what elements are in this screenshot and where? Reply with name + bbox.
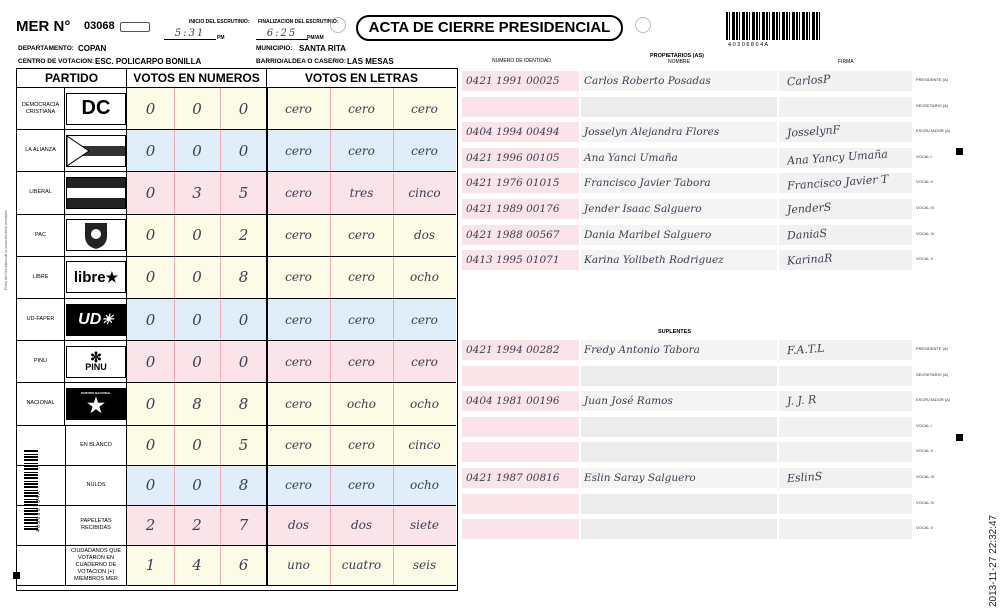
official-id: 0404 1994 00494 <box>466 126 560 139</box>
vote-digit: 0 <box>127 299 174 340</box>
vote-digit: 3 <box>174 172 220 213</box>
inicio-label: INICIO DEL ESCRUTINIO: <box>189 19 250 25</box>
vote-word: cero <box>393 341 456 382</box>
party-name: UD-FAPER <box>17 299 65 340</box>
vote-word: cero <box>330 299 393 340</box>
official-name: Francisco Javier Tabora <box>584 177 711 190</box>
dc-logo: DC <box>66 93 126 125</box>
vote-digit: 2 <box>174 506 220 545</box>
official-id: 0404 1981 00196 <box>466 395 560 408</box>
vote-word: cero <box>267 299 330 340</box>
total-row <box>17 546 456 586</box>
total-label: NULOS <box>66 466 127 505</box>
total-row <box>17 466 456 506</box>
vote-word: dos <box>393 215 456 256</box>
official-signature: EslinS <box>786 469 823 486</box>
col-firma: FIRMA <box>838 59 854 65</box>
official-name: Juan José Ramos <box>584 395 673 408</box>
vote-word: uno <box>267 546 330 585</box>
vote-word: siete <box>393 506 456 545</box>
vote-digit: 4 <box>174 546 220 585</box>
official-name: Carlos Roberto Posadas <box>584 75 711 87</box>
vote-word: cero <box>267 172 330 213</box>
vote-word: cero <box>393 130 456 171</box>
official-name: Ana Yanci Umaña <box>584 151 678 164</box>
party-name: PAC <box>17 215 65 256</box>
vote-digit: 7 <box>220 506 267 545</box>
vote-word: cinco <box>393 172 456 213</box>
total-label: EN BLANCO <box>66 426 127 465</box>
vote-digit: 0 <box>174 257 220 298</box>
party-name: NACIONAL <box>17 383 65 424</box>
official-row <box>462 391 912 411</box>
pac-shield-logo <box>66 219 126 251</box>
official-id: 0421 1988 00567 <box>466 228 560 241</box>
official-row <box>462 340 912 360</box>
vote-word: cero <box>267 341 330 382</box>
barrio-label: BARRIO/ALDEA O CASERIO: <box>256 58 347 65</box>
vote-digit: 0 <box>174 299 220 340</box>
official-row <box>462 148 912 168</box>
vote-digit: 8 <box>220 466 267 505</box>
barrio-value: LAS MESAS <box>347 57 394 66</box>
vote-digit: 0 <box>174 130 220 171</box>
vote-digit: 0 <box>174 466 220 505</box>
party-row <box>17 172 456 214</box>
vote-word: seis <box>393 546 456 585</box>
vote-digit: 5 <box>220 172 267 213</box>
centro-value: ESC. POLICARPO BONILLA <box>95 57 202 66</box>
vote-digit: 0 <box>174 426 220 465</box>
cne-logo <box>120 22 150 32</box>
col-propietarios: PROPIETARIOS (AS) <box>650 53 704 59</box>
nacional-logo: PARTIDO NACIONAL ★ <box>66 388 126 420</box>
official-name: Jender Isaac Salguero <box>584 203 702 215</box>
vote-digit: 8 <box>220 257 267 298</box>
vote-digit: 0 <box>174 215 220 256</box>
party-name: LIBERAL <box>17 172 65 213</box>
departamento-label: DEPARTAMENTO: <box>18 45 74 52</box>
vote-word: cero <box>267 426 330 465</box>
party-row <box>17 383 456 425</box>
vote-digit: 2 <box>127 506 174 545</box>
centro-label: CENTRO DE VOTACION: <box>18 58 95 65</box>
official-row <box>462 468 912 488</box>
vote-digit: 0 <box>220 341 267 382</box>
official-row <box>462 366 912 386</box>
vote-word: cero <box>330 426 393 465</box>
party-row <box>17 257 456 299</box>
role-label: VOCAL I <box>916 153 932 159</box>
document-title: ACTA DE CIERRE PRESIDENCIAL <box>356 15 623 41</box>
departamento-value: COPAN <box>78 44 107 53</box>
official-signature: DaniaS <box>786 226 828 242</box>
col-nombre: NOMBRE <box>668 59 690 65</box>
col-votos-numeros: VOTOS EN NUMEROS <box>127 69 267 88</box>
vote-digit: 0 <box>127 88 174 129</box>
official-signature: JosselynF <box>786 123 841 141</box>
vote-digit: 5 <box>220 426 267 465</box>
party-row <box>17 88 456 130</box>
vote-word: cero <box>267 130 330 171</box>
role-label: PRESIDENTE (A) <box>916 346 949 351</box>
top-barcode-text: 4 0 3 0 6 8 0 4 A <box>728 42 769 48</box>
vote-digit: 0 <box>127 466 174 505</box>
role-label: SECRETARIO (A) <box>916 371 949 377</box>
vote-digit: 0 <box>127 383 174 424</box>
official-name: Fredy Antonio Tabora <box>584 344 700 356</box>
vote-digit: 0 <box>174 341 220 382</box>
vote-word: cero <box>267 466 330 505</box>
official-row <box>462 173 912 193</box>
suplentes-label: SUPLENTES <box>658 329 692 335</box>
official-row <box>462 71 912 91</box>
vote-digit: 0 <box>127 426 174 465</box>
official-id: 0413 1995 01071 <box>466 254 560 267</box>
party-name: DEMOCRACIA CRISTIANA <box>17 88 65 129</box>
official-signature: J. J. R <box>786 393 817 409</box>
role-label: VOCAL II <box>916 179 933 185</box>
vote-word: cero <box>393 299 456 340</box>
official-row <box>462 199 912 219</box>
official-row <box>462 519 912 539</box>
official-signature: Francisco Javier T <box>786 172 889 193</box>
vote-digit: 0 <box>127 341 174 382</box>
vote-digit: 0 <box>220 299 267 340</box>
role-label: ESCRUTADOR (A) <box>916 128 951 134</box>
top-barcode <box>726 12 820 40</box>
official-signature: Ana Yancy Umaña <box>786 147 889 168</box>
votes-table <box>16 68 458 591</box>
side-barcode-text: 4 0 3 0 6 8 1 0 4 A <box>36 491 42 532</box>
pinu-logo: ✼ PINU <box>66 346 126 378</box>
vote-digit: 8 <box>220 383 267 424</box>
official-signature: JenderS <box>786 200 832 217</box>
official-signature: F.A.T.L <box>786 341 825 358</box>
total-label: CIUDADANOS QUE VOTARON EN CUADERNO DE VOTACION (+) MIEMBROS MER <box>66 546 127 585</box>
vote-word: cero <box>330 466 393 505</box>
vote-word: cero <box>330 130 393 171</box>
party-row <box>17 341 456 383</box>
official-row <box>462 442 912 462</box>
vote-digit: 2 <box>220 215 267 256</box>
official-row <box>462 250 912 270</box>
official-id: 0421 1994 00282 <box>466 344 560 356</box>
official-id: 0421 1996 00105 <box>466 151 560 164</box>
punch-circle-left <box>330 17 346 33</box>
municipio-value: SANTA RITA <box>299 44 346 53</box>
role-label: VOCAL II <box>916 448 933 454</box>
registration-mark-r1 <box>956 148 963 155</box>
role-label: ESCRUTADOR (A) <box>916 397 951 403</box>
vote-digit: 0 <box>174 88 220 129</box>
vote-digit: 0 <box>127 130 174 171</box>
role-label: VOCAL III <box>916 205 934 210</box>
alianza-flag-logo <box>66 135 126 167</box>
official-id: 0421 1987 00816 <box>466 472 560 484</box>
vote-word: ocho <box>393 466 456 505</box>
role-label: SECRETARIO (A) <box>916 102 949 108</box>
final-ampm: PM/AM <box>307 35 324 41</box>
vote-digit: 8 <box>174 383 220 424</box>
vote-word: ocho <box>330 383 393 424</box>
vote-word: dos <box>267 506 330 545</box>
party-row <box>17 130 456 172</box>
total-label: PAPELETAS RECIBIDAS <box>66 506 127 545</box>
role-label: PRESIDENTE (A) <box>916 77 949 82</box>
official-row <box>462 97 912 117</box>
party-row <box>17 299 456 341</box>
official-id: 0421 1989 00176 <box>466 203 560 215</box>
official-signature: CarlosP <box>786 72 831 89</box>
vote-digit: 0 <box>127 215 174 256</box>
official-row <box>462 122 912 142</box>
official-name: Dania Maribel Salguero <box>584 228 712 241</box>
registration-mark-bl <box>13 572 20 579</box>
role-label: VOCAL IV <box>916 499 935 505</box>
official-id: 0421 1991 00025 <box>466 75 560 87</box>
official-name: Karina Yolibeth Rodriguez <box>584 254 724 267</box>
total-row <box>17 506 456 546</box>
vote-digit: 6 <box>220 546 267 585</box>
role-label: VOCAL V <box>916 525 934 531</box>
official-name: Eslin Saray Salguero <box>584 472 696 484</box>
vote-digit: 0 <box>220 130 267 171</box>
vote-word: cero <box>330 257 393 298</box>
role-label: VOCAL V <box>916 256 934 262</box>
vote-word: cero <box>330 215 393 256</box>
punch-circle-right <box>635 17 651 33</box>
vote-word: cero <box>267 88 330 129</box>
vote-digit: 0 <box>127 257 174 298</box>
party-name: LA ALIANZA <box>17 130 65 171</box>
vote-word: cero <box>330 88 393 129</box>
libre-logo: libre ★ <box>66 261 126 293</box>
official-signature: KarinaR <box>786 251 833 268</box>
vote-word: ocho <box>393 257 456 298</box>
party-name: LIBRE <box>17 257 65 298</box>
side-note: Firma del Secretario de la mesa electoral receptora <box>4 210 8 290</box>
mer-label: MER N° <box>16 18 71 35</box>
ud-faper-logo: UD ☀ <box>66 304 126 336</box>
role-label: VOCAL III <box>916 474 934 479</box>
vote-word: cero <box>267 257 330 298</box>
scan-timestamp: 2013-11-27 22:32:47 <box>988 514 999 607</box>
vote-word: dos <box>330 506 393 545</box>
final-time: 6:25 <box>256 28 308 40</box>
inicio-ampm: PM <box>217 35 225 41</box>
official-row <box>462 417 912 437</box>
liberal-flag-logo <box>66 177 126 209</box>
col-identidad: NUMERO DE IDENTIDAD <box>492 58 551 64</box>
vote-digit: 0 <box>220 88 267 129</box>
vote-digit: 0 <box>127 172 174 213</box>
col-partido: PARTIDO <box>17 69 127 88</box>
vote-word: cero <box>267 383 330 424</box>
municipio-label: MUNICIPIO: <box>256 45 293 52</box>
official-id: 0421 1976 01015 <box>466 177 560 190</box>
official-row <box>462 494 912 514</box>
vote-word: cinco <box>393 426 456 465</box>
vote-digit: 1 <box>127 546 174 585</box>
vote-word: tres <box>330 172 393 213</box>
official-row <box>462 225 912 245</box>
total-row <box>17 426 456 466</box>
vote-word: cero <box>267 215 330 256</box>
role-label: VOCAL I <box>916 422 932 428</box>
registration-mark-r2 <box>956 434 963 441</box>
inicio-time: 5:31 <box>164 28 216 40</box>
vote-word: ocho <box>393 383 456 424</box>
vote-word: cuatro <box>330 546 393 585</box>
vote-word: cero <box>330 341 393 382</box>
official-name: Josselyn Alejandra Flores <box>584 126 720 139</box>
final-label: FINALIZACION DEL ESCRUTINIO: <box>258 19 339 25</box>
role-label: VOCAL IV <box>916 230 935 236</box>
vote-word: cero <box>393 88 456 129</box>
party-name: PINU <box>17 341 65 382</box>
col-votos-letras: VOTOS EN LETRAS <box>267 69 456 88</box>
party-row <box>17 215 456 257</box>
mer-number: 03068 <box>84 20 115 32</box>
